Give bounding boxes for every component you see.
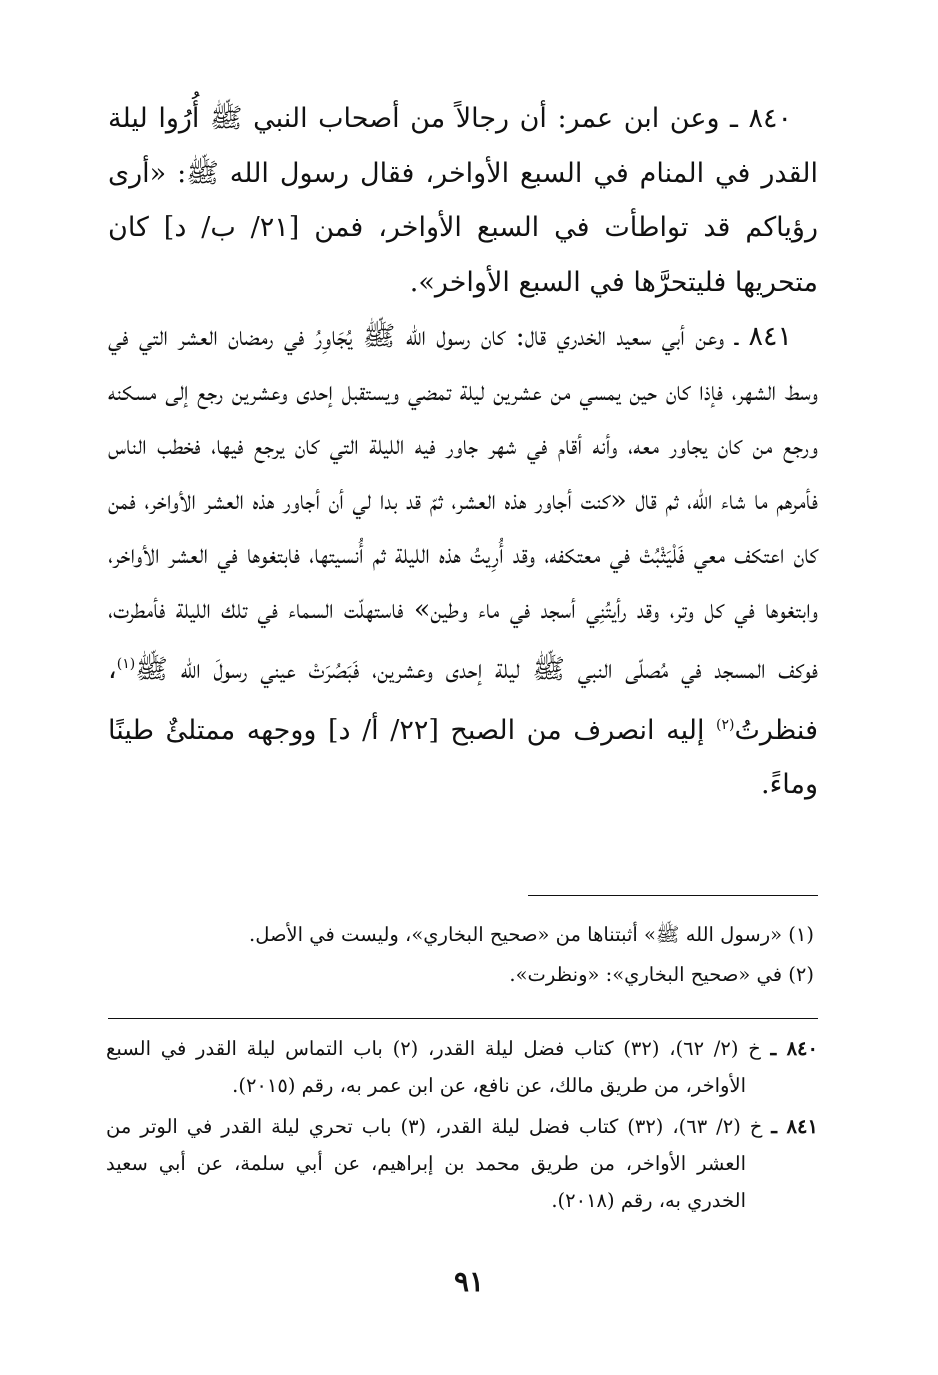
sources — [106, 1030, 818, 1223]
main-text — [108, 92, 818, 813]
sources-divider — [108, 1018, 818, 1019]
source-840-text: خ (٢/ ٦٢)، (٣٢) كتاب فضل ليلة القدر، (٢) باب التماس ليلة القدر في السبع الأواخر، من طريق مالك، عن نافع، عن ابن عمر به، رقم (٢٠١٥). — [106, 1037, 761, 1097]
hadith-841-text-2: ، فنظرتُ — [108, 654, 818, 746]
footnote-1: (١) «رسول الله ﷺ» أثبتناها من «صحيح البخاري»، وليست في الأصل. — [249, 923, 814, 946]
page-number: ٩١ — [453, 1265, 485, 1298]
hadith-841-text-end: إليه انصرف من الصبح [٢٢/ أ/ د] ووجهه ممتلئٌ طينًا وماءً. — [108, 714, 818, 800]
footnote-marker-1[interactable]: (١) — [116, 656, 136, 672]
hadith-841 — [108, 310, 818, 813]
hadith-840 — [108, 92, 818, 310]
hadith-840-number: ٨٤٠ ـ — [730, 103, 792, 134]
footnote-2: (٢) في «صحيح البخاري»: «ونظرت». — [509, 963, 814, 986]
footnotes — [108, 915, 818, 995]
source-841 — [106, 1108, 818, 1219]
source-841-number: ٨٤١ ـ — [771, 1115, 818, 1138]
footnote-marker-2[interactable]: (٢) — [716, 716, 735, 733]
hadith-840-text: وعن ابن عمر: أن رجالاً من أصحاب النبي ﷺ أُرُوا ليلة القدر في المنام في السبع الأواخر، فقال رسول الله ﷺ: «أرى رؤياكم قد تواطأت في السبع الأواخر، فمن [٢١/ ب/ د] كان متحريها فليتحرَّها في السبع الأواخر». — [108, 103, 818, 298]
source-840-number: ٨٤٠ ـ — [770, 1037, 818, 1060]
source-841-text: خ (٢/ ٦٣)، (٣٢) كتاب فضل ليلة القدر، (٣) باب تحري ليلة القدر في الوتر من العشر الأواخر، من طريق محمد بن إبراهيم، عن أبي سلمة، عن أبي سعيد الخدري به، رقم (٢٠١٨). — [106, 1115, 763, 1212]
source-840 — [106, 1030, 818, 1104]
hadith-841-number: ٨٤١ ـ — [734, 321, 792, 352]
hadith-841-text: وعن أبي سعيد الخدري قال: كان رسول الله ﷺ يُجَاوِرُ في رمضان العشر التي في وسط الشهر، فإذا كان حين يمسي من عشرين ليلة تمضي ويستقبل إحدى وعشرين رجع إلى مسكنه ورجع من كان يجاور معه، وأنه أقام في شهر جاور فيه الليلة التي كان يرجع فيها، فخطب الناس فأمرهم ما شاء الله، ثم قال «كنت أجاور هذه العشر، ثمّ قد بدا لي أن أجاور هذه العشر الأواخر، فمن كان اعتكف معي فَلْيَثْبُتْ في معتكفه، وقد أُرِيتُ هذه الليلة ثم أُنسيتها، فابتغوها في العشر الأواخر، وابتغوها في كل وتر، وقد رأيتُنِي أسجد في ماء وطين» فاستهلّت السماء في تلك الليلة فأمطرت، فوكف المسجد في مُصلّى النبي ﷺ ليلة إحدى وعشرين، فَبَصُرَتْ عيني رسولَ الله ﷺ — [108, 321, 819, 685]
footnote-divider — [528, 895, 818, 896]
